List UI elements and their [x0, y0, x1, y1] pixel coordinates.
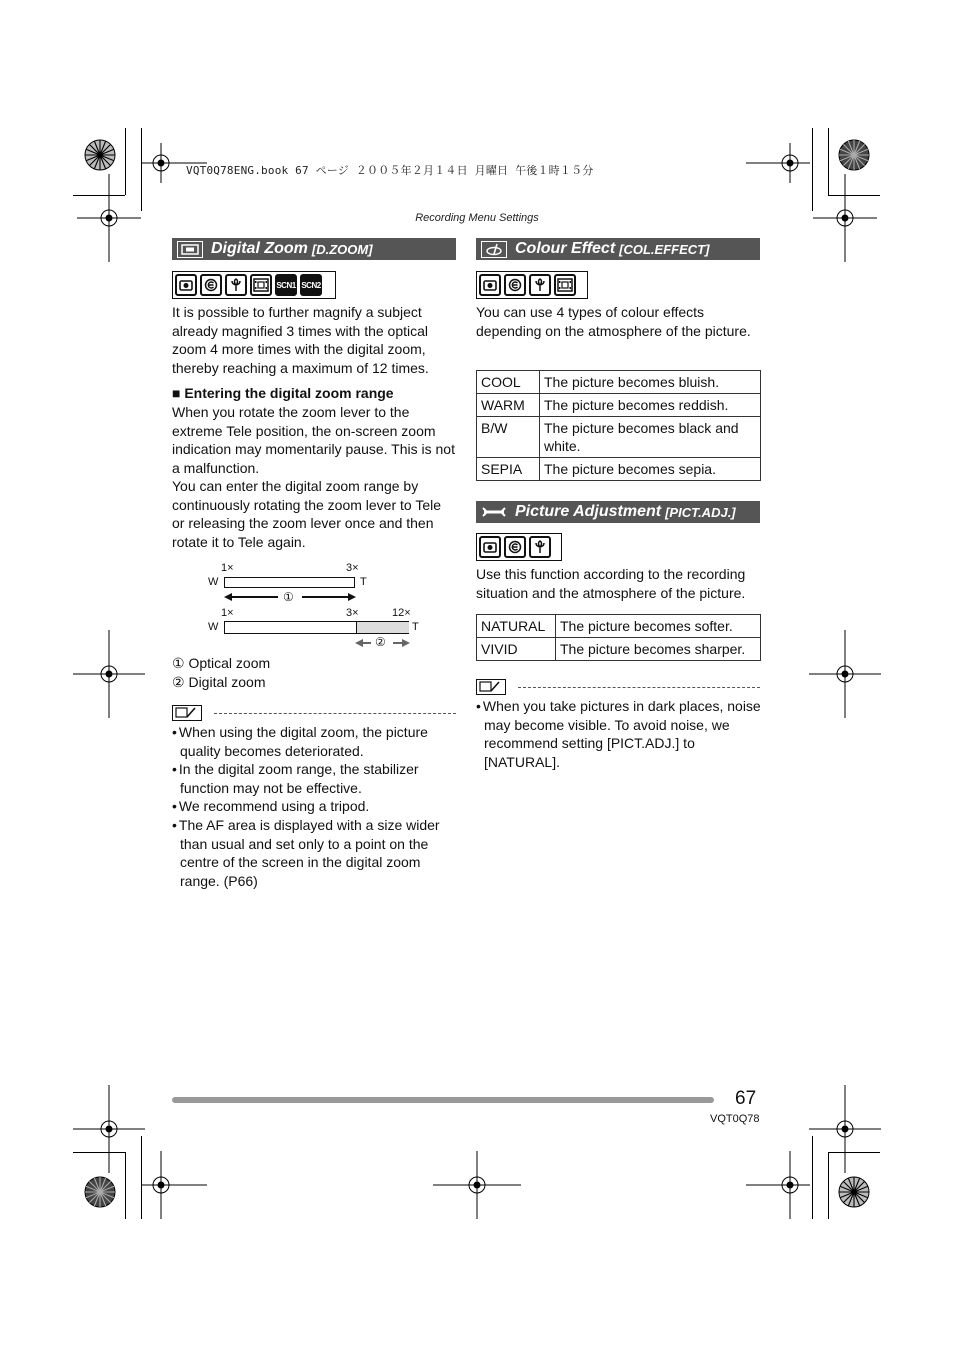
table-row	[477, 458, 761, 481]
picture-adjustment-mode-icons	[476, 533, 562, 561]
zoom-range-heading: ■ Entering the digital zoom range	[172, 385, 394, 401]
optical-zoom-bar	[224, 577, 355, 588]
running-title: Recording Menu Settings	[415, 212, 539, 224]
note-item: • When using the digital zoom, the picture quality becomes deteriorated.	[172, 723, 457, 760]
table-row	[477, 417, 761, 458]
colour-effect-icon	[481, 241, 507, 258]
picture-adjustment-intro: Use this function according to the recording situation and the atmosphere of the picture.	[476, 566, 746, 601]
macro-mode-icon	[529, 536, 551, 558]
colour-effect-table	[476, 370, 761, 481]
digital-zoom-segment	[356, 622, 409, 633]
picture-adjustment-heading	[476, 501, 760, 523]
digital-zoom-icon	[177, 241, 203, 258]
table-key: WARM	[477, 394, 540, 417]
legend-item: ② Digital zoom	[172, 674, 266, 690]
table-value: The picture becomes bluish.	[540, 371, 761, 394]
table-row	[477, 615, 761, 638]
page-footer-bar	[172, 1097, 714, 1103]
table-key: NATURAL	[477, 615, 556, 638]
wrench-icon	[481, 504, 507, 521]
picture-adjustment-notes	[476, 697, 761, 771]
optical-range-marker: ①	[283, 590, 294, 604]
digital-zoom-notes	[172, 723, 457, 890]
note-item: • When you take pictures in dark places, noise may become visible. To avoid noise, we recommend setting [PICT.ADJ.] to [NATURAL].	[476, 697, 761, 771]
colour-effect-mode-icons	[476, 271, 588, 299]
page-number: 67	[735, 1088, 757, 1109]
full-zoom-bar	[224, 621, 409, 634]
digital-zoom-intro: It is possible to further magnify a subject already magnified 3 times with the optical zoom 4 more times with the digital zoom, thereby reaching a maximum of 12 times.	[172, 304, 429, 376]
scn2-mode-icon: SCN2	[300, 274, 322, 296]
digital-range-marker: ②	[375, 635, 386, 649]
table-key: SEPIA	[477, 458, 540, 481]
legend-item: ① Optical zoom	[172, 655, 271, 671]
print-info-line: VQT0Q78ENG.book 67 ページ ２００５年２月１４日 月曜日 午後１時１５分	[186, 164, 594, 177]
table-value: The picture becomes reddish.	[540, 394, 761, 417]
bar2-t-label: T	[412, 621, 419, 633]
colour-effect-heading	[476, 238, 760, 260]
note-item: • We recommend using a tripod.	[172, 797, 457, 816]
camera-mode-icon	[479, 536, 501, 558]
bar2-w-label: W	[208, 621, 219, 633]
motion-picture-mode-icon	[250, 274, 272, 296]
table-value: The picture becomes sharper.	[556, 638, 761, 661]
table-key: VIVID	[477, 638, 556, 661]
table-value: The picture becomes softer.	[556, 615, 761, 638]
digital-zoom-subtitle: [D.ZOOM]	[311, 241, 373, 257]
note-divider	[214, 713, 456, 714]
digital-zoom-title: Digital Zoom	[211, 240, 308, 257]
bar1-t-label: T	[360, 576, 367, 588]
zoom-range-text-2: You can enter the digital zoom range by continuously rotating the zoom lever to Tele or releasing the zoom lever once and then rotate it to Tele again.	[172, 478, 442, 550]
bar1-right-label: 3×	[346, 562, 359, 574]
table-value: The picture becomes black and white.	[540, 417, 761, 458]
colour-effect-subtitle: [COL.EFFECT]	[619, 241, 710, 257]
bar1-w-label: W	[208, 576, 219, 588]
note-item: • The AF area is displayed with a size wider than usual and set only to a point on the centre of the screen in the digital zoom range. (P66)	[172, 816, 457, 890]
table-value: The picture becomes sepia.	[540, 458, 761, 481]
camera-mode-icon	[175, 274, 197, 296]
bar2-mid-label: 3×	[346, 607, 359, 619]
note-item: • In the digital zoom range, the stabilizer function may not be effective.	[172, 760, 457, 797]
digital-zoom-mode-icons	[172, 271, 336, 299]
economy-mode-icon	[504, 274, 526, 296]
bar2-left-label: 1×	[221, 607, 234, 619]
camera-mode-icon	[479, 274, 501, 296]
picture-adjustment-subtitle: [PICT.ADJ.]	[665, 504, 736, 520]
document-code: VQT0Q78	[710, 1113, 760, 1125]
bar1-left-label: 1×	[221, 562, 234, 574]
table-row	[477, 394, 761, 417]
table-key: B/W	[477, 417, 540, 458]
table-key: COOL	[477, 371, 540, 394]
zoom-range-text-1: When you rotate the zoom lever to the extreme Tele position, the on-screen zoom indication may momentarily pause. This is not a malfunction.	[172, 404, 455, 476]
scn1-mode-icon: SCN1	[275, 274, 297, 296]
economy-mode-icon	[504, 536, 526, 558]
bar2-right-label: 12×	[392, 607, 411, 619]
macro-mode-icon	[225, 274, 247, 296]
picture-adjustment-title: Picture Adjustment	[515, 503, 662, 520]
note-icon	[476, 679, 506, 695]
note-icon	[172, 705, 202, 721]
colour-effect-title: Colour Effect	[515, 240, 616, 257]
picture-adjustment-table	[476, 614, 761, 661]
table-row	[477, 638, 761, 661]
digital-zoom-heading	[172, 238, 456, 260]
economy-mode-icon	[200, 274, 222, 296]
motion-picture-mode-icon	[554, 274, 576, 296]
colour-effect-intro: You can use 4 types of colour effects depending on the atmosphere of the picture.	[476, 304, 751, 339]
note-divider	[518, 687, 760, 688]
table-row	[477, 371, 761, 394]
macro-mode-icon	[529, 274, 551, 296]
